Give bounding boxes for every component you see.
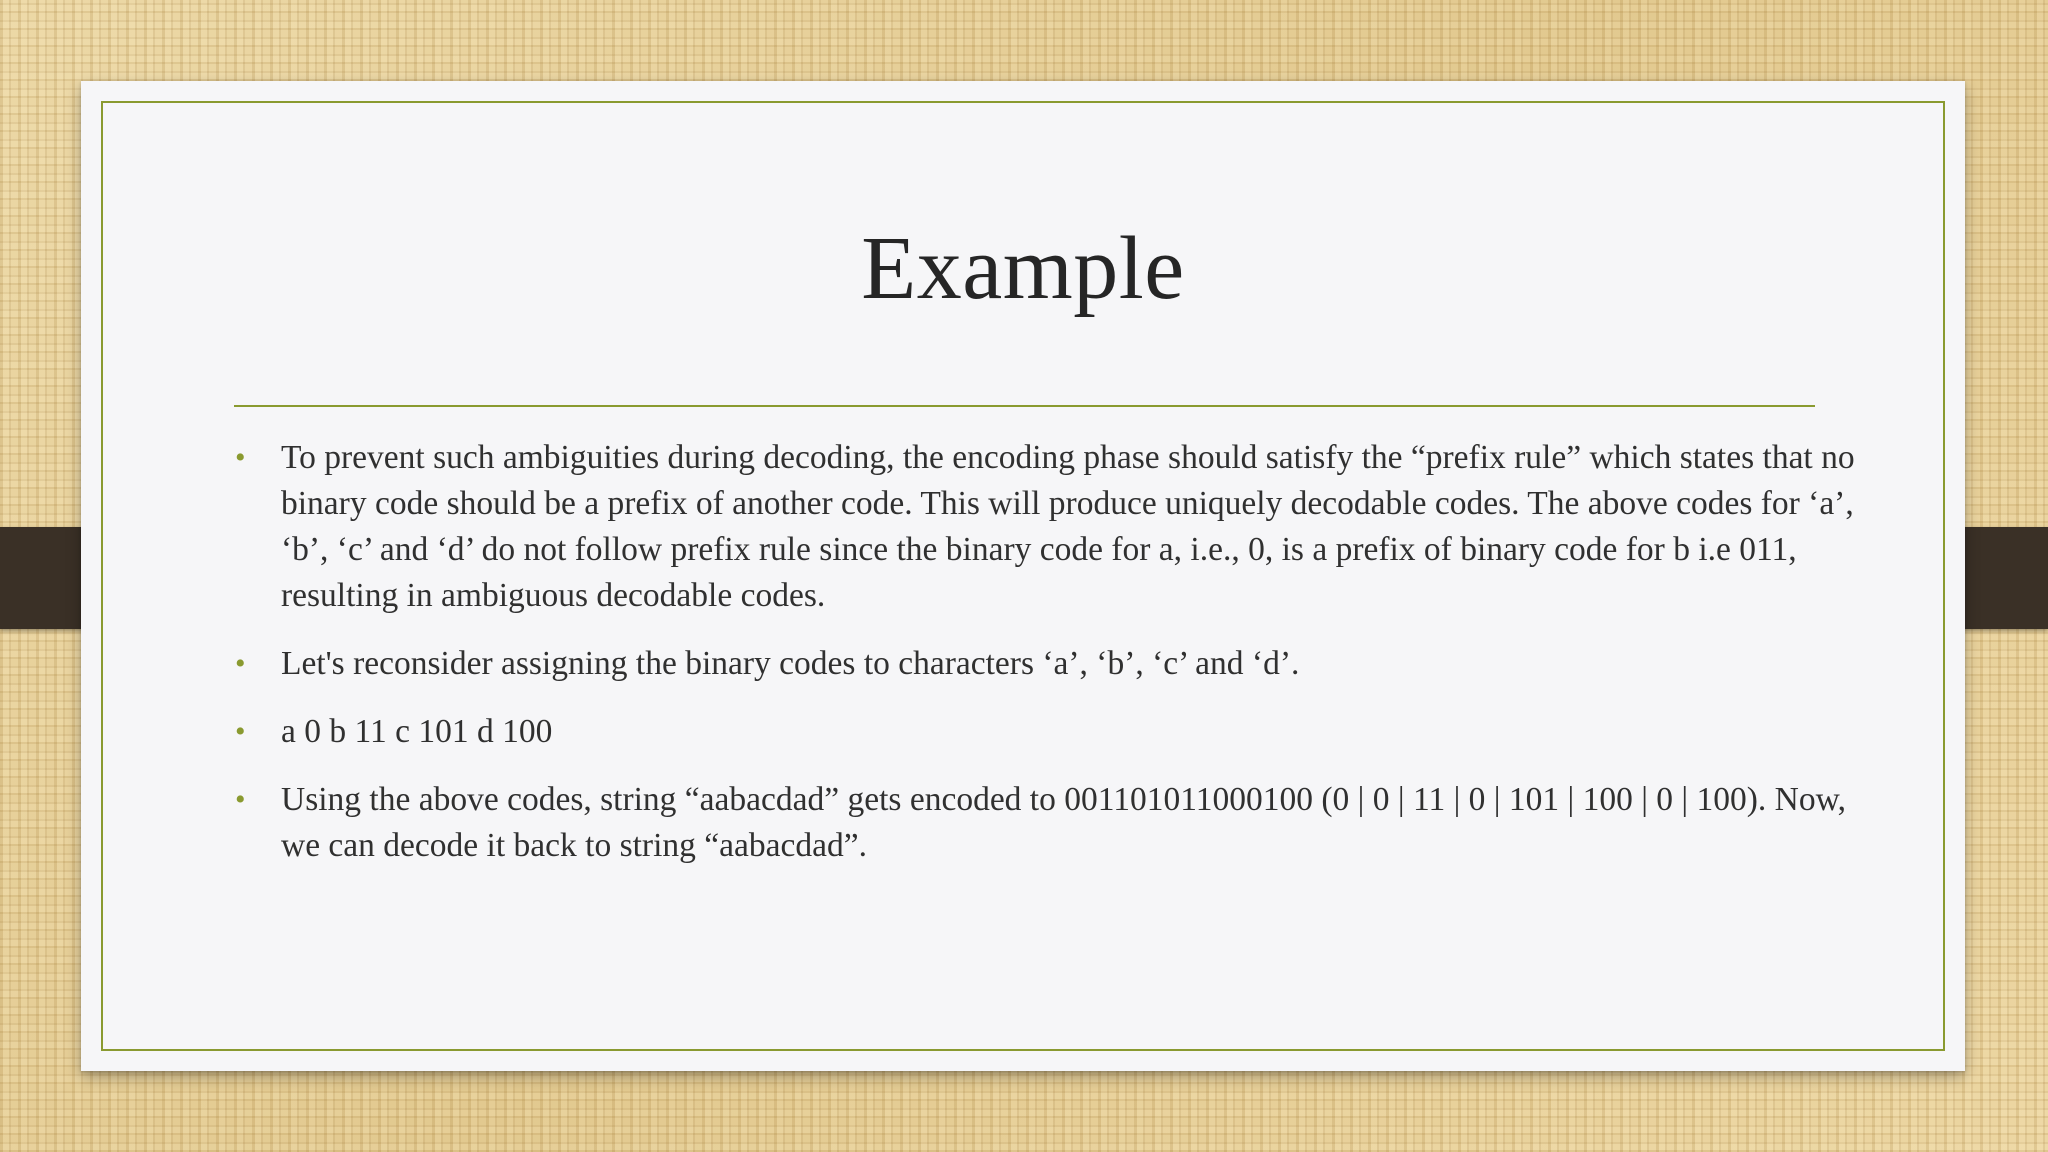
bullet-icon: • bbox=[235, 783, 246, 816]
bullet-text: To prevent such ambiguities during decoding, the encoding phase should satisfy the “prefix rule” which states that no binary code should be a prefix of another code. This will produce uniquely decodable codes. The above codes for ‘a’, ‘b’, ‘c’ and ‘d’ do not follow prefix rule since the binary code for a, i.e., 0, is a prefix of binary code for b i.e 011, resulting in ambiguous decodable codes. bbox=[281, 439, 1855, 614]
slide-card bbox=[81, 81, 1965, 1071]
bullet-list bbox=[233, 435, 1873, 891]
bullet-icon: • bbox=[235, 647, 246, 680]
bullet-item bbox=[233, 641, 1873, 687]
bullet-icon: • bbox=[235, 441, 246, 474]
title-divider bbox=[234, 405, 1815, 407]
bullet-text: Using the above codes, string “aabacdad” gets encoded to 001101011000100 (0 | 0 | 11 | 0 | 101 | 100 | 0 | 100). Now, we can decode it back to string “aabacdad”. bbox=[281, 781, 1846, 864]
bullet-item bbox=[233, 709, 1873, 755]
bullet-icon: • bbox=[235, 715, 246, 748]
bullet-item bbox=[233, 435, 1873, 619]
bullet-item bbox=[233, 777, 1873, 869]
slide-title: Example bbox=[861, 219, 1185, 318]
bullet-text: Let's reconsider assigning the binary codes to characters ‘a’, ‘b’, ‘c’ and ‘d’. bbox=[281, 645, 1300, 682]
bullet-text: a 0 b 11 c 101 d 100 bbox=[281, 713, 553, 750]
